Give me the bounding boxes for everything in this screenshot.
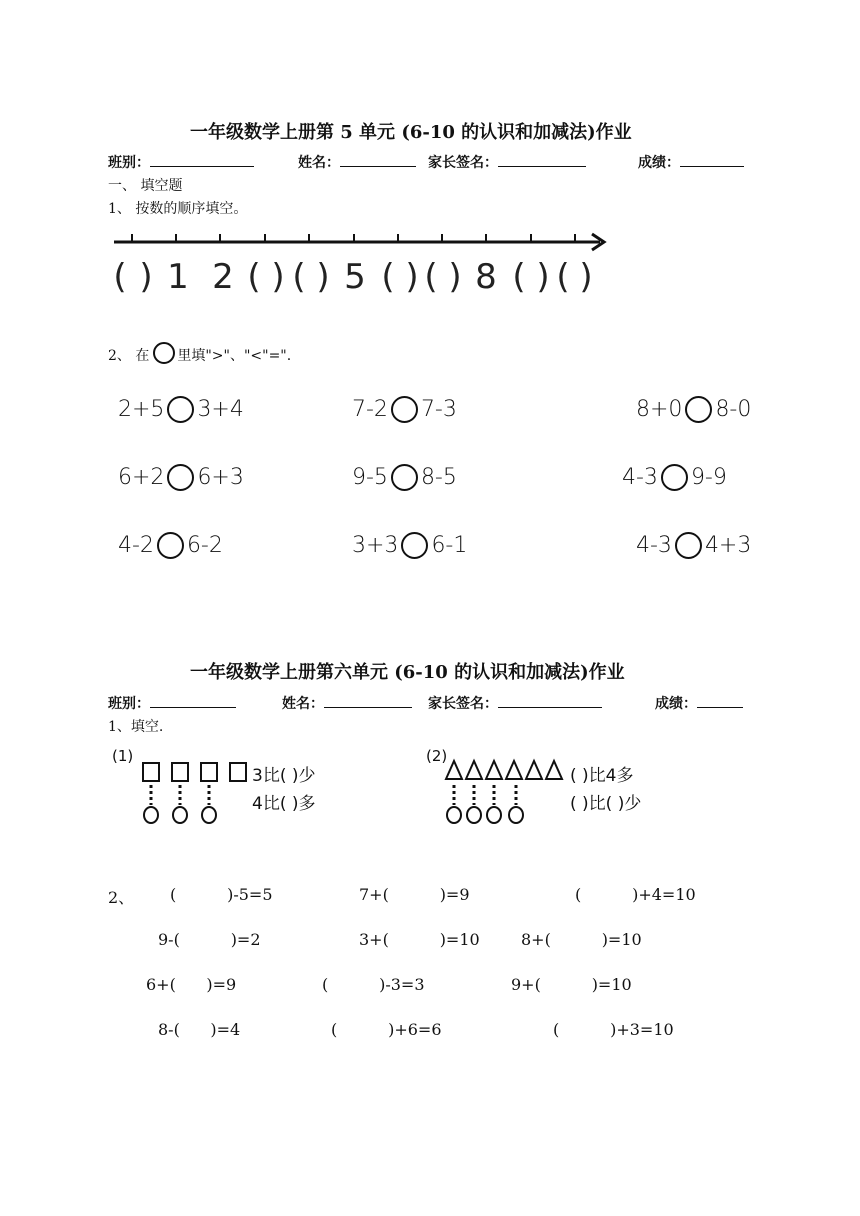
comparison-item bbox=[118, 464, 244, 491]
square-shape bbox=[230, 763, 246, 781]
comparison-item bbox=[118, 396, 244, 423]
figure-squares-circles bbox=[108, 745, 348, 830]
class-blank[interactable] bbox=[150, 693, 236, 708]
circle-shape bbox=[144, 807, 158, 823]
comparison-circle[interactable] bbox=[401, 532, 428, 559]
q2-suffix: 里填">"、"<"=". bbox=[177, 348, 292, 364]
triangle-shape bbox=[466, 761, 482, 779]
number-line-label: ) bbox=[271, 257, 285, 297]
comparison-circle[interactable] bbox=[685, 396, 712, 423]
comparison-right: 8-0 bbox=[715, 397, 752, 422]
unit6-title: 一年级数学上册第六单元 (6-10 的认识和加减法)作业 bbox=[190, 662, 625, 683]
triangle-shape bbox=[486, 761, 502, 779]
comparison-left: 7-2 bbox=[352, 397, 388, 422]
equation-item[interactable]: ( )+6=6 bbox=[331, 1020, 442, 1039]
figure-1-label: (1) bbox=[112, 747, 134, 765]
parent-blank[interactable] bbox=[498, 693, 602, 708]
figure-triangles-circles bbox=[424, 745, 684, 830]
name-label: 姓名： bbox=[298, 155, 340, 171]
number-line-label: 5 bbox=[344, 257, 366, 297]
square-shape bbox=[143, 763, 159, 781]
square-shape bbox=[201, 763, 217, 781]
comparison-right: 4+3 bbox=[704, 533, 752, 558]
comparison-left: 4-2 bbox=[118, 533, 154, 558]
circle-shape bbox=[202, 807, 216, 823]
score-blank[interactable] bbox=[680, 152, 744, 167]
triangles-circles-diagram bbox=[424, 745, 574, 830]
comparison-left: 6+2 bbox=[118, 465, 165, 490]
parent-label: 家长签名： bbox=[428, 696, 498, 712]
unit5-score-field bbox=[638, 152, 744, 172]
unit6-score-field bbox=[655, 693, 743, 713]
circle-icon bbox=[153, 342, 175, 364]
unit6-parent-field bbox=[428, 693, 602, 713]
triangle-shape bbox=[446, 761, 462, 779]
unit5-class-field bbox=[108, 152, 254, 172]
equation-item[interactable]: 6+( )=9 bbox=[146, 975, 237, 994]
triangle-shape bbox=[526, 761, 542, 779]
equation-item[interactable]: 8+( )=10 bbox=[521, 930, 642, 949]
comparison-item bbox=[636, 396, 751, 423]
comparison-right: 6-2 bbox=[186, 533, 223, 558]
equation-item[interactable]: 3+( )=10 bbox=[359, 930, 480, 949]
figure-2-line-1: ( )比4多 bbox=[570, 766, 634, 786]
figure-1-line-1: 3比( )少 bbox=[252, 766, 316, 786]
question-2-label: 2、 bbox=[108, 888, 135, 907]
number-line-label: ( bbox=[512, 257, 526, 297]
number-line-label: 8 bbox=[475, 257, 497, 297]
circle-shape bbox=[447, 807, 461, 823]
q2-prefix: 2、 在 bbox=[108, 348, 150, 364]
comparison-circle[interactable] bbox=[391, 396, 418, 423]
number-line-label: ) bbox=[139, 257, 153, 297]
score-blank[interactable] bbox=[697, 693, 743, 708]
number-line-labels bbox=[113, 257, 592, 297]
class-blank[interactable] bbox=[150, 152, 254, 167]
question-1: 1、填空. bbox=[108, 719, 164, 735]
number-line-label: ( bbox=[424, 257, 438, 297]
comparison-item bbox=[622, 464, 727, 491]
name-label: 姓名： bbox=[282, 696, 324, 712]
comparison-circle[interactable] bbox=[167, 464, 194, 491]
comparison-left: 4-3 bbox=[636, 533, 672, 558]
comparison-right: 3+4 bbox=[197, 397, 244, 422]
parent-label: 家长签名： bbox=[428, 155, 498, 171]
comparison-item bbox=[636, 532, 751, 559]
parent-blank[interactable] bbox=[498, 152, 586, 167]
number-line-label: ( bbox=[113, 257, 127, 297]
number-line-label: ) bbox=[536, 257, 550, 297]
circle-shape bbox=[509, 807, 523, 823]
unit5-name-field bbox=[298, 152, 416, 172]
circle-shape bbox=[467, 807, 481, 823]
squares-circles-diagram bbox=[108, 745, 258, 830]
figure-1-line-2: 4比( )多 bbox=[252, 794, 316, 814]
score-label: 成绩： bbox=[638, 155, 680, 171]
class-label: 班别： bbox=[108, 155, 150, 171]
comparison-right: 6-1 bbox=[431, 533, 468, 558]
name-blank[interactable] bbox=[340, 152, 416, 167]
number-line-label: 1 bbox=[167, 257, 189, 297]
number-line-label: ) bbox=[405, 257, 419, 297]
number-line-label: ) bbox=[448, 257, 462, 297]
comparison-right: 7-3 bbox=[420, 397, 457, 422]
unit5-parent-field bbox=[428, 152, 586, 172]
circle-shape bbox=[173, 807, 187, 823]
unit5-title: 一年级数学上册第 5 单元 (6-10 的认识和加减法)作业 bbox=[190, 122, 632, 143]
comparison-circle[interactable] bbox=[661, 464, 688, 491]
class-label: 班别： bbox=[108, 696, 150, 712]
number-line-label: ) bbox=[316, 257, 330, 297]
unit6-class-field bbox=[108, 693, 236, 713]
equation-item[interactable]: 7+( )=9 bbox=[359, 885, 470, 904]
number-line-label: ( bbox=[556, 257, 570, 297]
equation-item[interactable]: ( )-5=5 bbox=[170, 885, 273, 904]
comparison-circle[interactable] bbox=[157, 532, 184, 559]
comparison-left: 4-3 bbox=[622, 465, 658, 490]
number-line-label: ( bbox=[292, 257, 306, 297]
question-2 bbox=[108, 342, 291, 368]
comparison-circle[interactable] bbox=[391, 464, 418, 491]
question-1: 1、 按数的顺序填空。 bbox=[108, 201, 248, 217]
comparison-item bbox=[352, 532, 467, 559]
equation-item[interactable]: 9-( )=2 bbox=[158, 930, 261, 949]
comparison-left: 9-5 bbox=[352, 465, 388, 490]
comparison-circle[interactable] bbox=[675, 532, 702, 559]
square-shape bbox=[172, 763, 188, 781]
number-line-label: ( bbox=[247, 257, 261, 297]
comparison-item bbox=[352, 396, 457, 423]
name-blank[interactable] bbox=[324, 693, 412, 708]
equation-item[interactable]: ( )+3=10 bbox=[553, 1020, 674, 1039]
equation-item[interactable]: 8-( )=4 bbox=[158, 1020, 241, 1039]
comparison-right: 8-5 bbox=[420, 465, 457, 490]
equation-item[interactable]: ( )-3=3 bbox=[322, 975, 425, 994]
equation-item[interactable]: 9+( )=10 bbox=[511, 975, 632, 994]
score-label: 成绩： bbox=[655, 696, 697, 712]
comparison-left: 3+3 bbox=[352, 533, 399, 558]
comparison-circle[interactable] bbox=[167, 396, 194, 423]
number-line bbox=[108, 228, 613, 298]
comparison-left: 8+0 bbox=[636, 397, 683, 422]
triangle-shape bbox=[506, 761, 522, 779]
equation-item[interactable]: ( )+4=10 bbox=[575, 885, 696, 904]
figure-2-label: (2) bbox=[426, 747, 448, 765]
circle-shape bbox=[487, 807, 501, 823]
comparison-right: 6+3 bbox=[197, 465, 244, 490]
comparison-left: 2+5 bbox=[118, 397, 165, 422]
number-line-label: ) bbox=[579, 257, 593, 297]
comparison-item bbox=[118, 532, 223, 559]
triangle-shape bbox=[546, 761, 562, 779]
unit6-name-field bbox=[282, 693, 412, 713]
comparison-item bbox=[352, 464, 457, 491]
figure-2-line-2: ( )比( )少 bbox=[570, 794, 642, 814]
comparison-right: 9-9 bbox=[690, 465, 727, 490]
number-line-label: ( bbox=[381, 257, 395, 297]
section-fill-in: 一、 填空题 bbox=[108, 178, 183, 194]
number-line-label: 2 bbox=[212, 257, 234, 297]
